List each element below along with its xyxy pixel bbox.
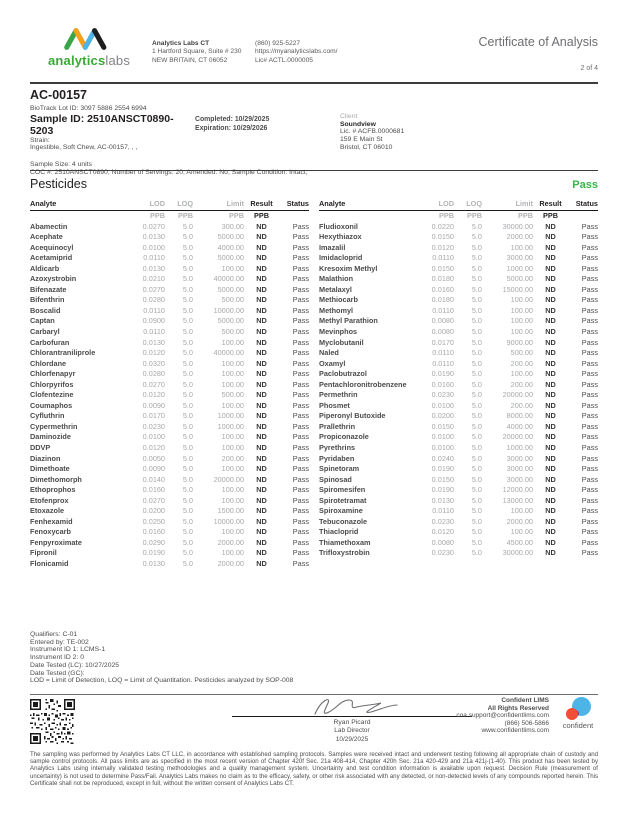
analyte-row: Methomyl 0.0110 5.0 100.00 ND Pass	[319, 305, 598, 315]
analyte-row: Myclobutanil 0.0170 5.0 9000.00 ND Pass	[319, 337, 598, 347]
analyte-row: Spinetoram 0.0190 5.0 3000.00 ND Pass	[319, 464, 598, 474]
analyte-row: Pyrethrins 0.0100 5.0 1000.00 ND Pass	[319, 442, 598, 452]
analyte-row: Piperonyl Butoxide 0.0200 5.0 8000.00 ND Pass	[319, 411, 598, 421]
sample-dates-block	[195, 113, 340, 153]
analyte-row: Malathion 0.0180 5.0 5000.00 ND Pass	[319, 274, 598, 284]
section-divider	[30, 170, 598, 171]
analyte-row: DDVP 0.0120 5.0 100.00 ND Pass	[30, 442, 309, 452]
page-indicator: 2 of 4	[580, 65, 598, 72]
analyte-row: Prallethrin 0.0150 5.0 4000.00 ND Pass	[319, 421, 598, 431]
pesticides-tables	[30, 199, 598, 570]
header-divider	[30, 82, 598, 84]
analyte-row: Chlorpyrifos 0.0270 5.0 100.00 ND Pass	[30, 379, 309, 389]
analyte-row: Naled 0.0110 5.0 500.00 ND Pass	[319, 348, 598, 358]
analyte-row: Carbofuran 0.0130 5.0 100.00 ND Pass	[30, 337, 309, 347]
lab-address-line1: 1 Hartford Square, Suite # 230	[152, 48, 242, 56]
analyte-row: Methiocarb 0.0180 5.0 100.00 ND Pass	[319, 295, 598, 305]
header	[30, 26, 598, 72]
analyte-row: Etoxazole 0.0200 5.0 1500.00 ND Pass	[30, 506, 309, 516]
document-title-block	[479, 26, 599, 72]
entered-by-line: Entered by: TE-002	[30, 638, 89, 646]
analyte-row: Boscalid 0.0110 5.0 10000.00 ND Pass	[30, 305, 309, 315]
analyte-row: Methyl Parathion 0.0080 5.0 100.00 ND Pass	[319, 316, 598, 326]
lims-website: www.confidentlims.com	[481, 727, 549, 734]
analyte-row: Flonicamid 0.0130 5.0 2000.00 ND Pass	[30, 559, 309, 568]
analyte-row: Mevinphos 0.0080 5.0 100.00 ND Pass	[319, 326, 598, 336]
analyte-row: Acequinocyl 0.0100 5.0 4000.00 ND Pass	[30, 242, 309, 252]
confident-logo	[558, 697, 598, 730]
analyte-row: Dimethoate 0.0090 5.0 100.00 ND Pass	[30, 464, 309, 474]
lab-license: Lic# ACTL.0000005	[255, 56, 313, 64]
client-name: Soundview	[340, 121, 376, 128]
analyte-row: Oxamyl 0.0110 5.0 200.00 ND Pass	[319, 358, 598, 368]
table-header: Analyte LOD LOQ Limit Result Status	[319, 199, 598, 211]
date-tested-gc-line: Date Tested (GC):	[30, 669, 85, 677]
document-title: Certificate of Analysis	[478, 35, 598, 49]
lims-block	[456, 697, 598, 735]
analyte-row: Fenoxycarb 0.0160 5.0 100.00 ND Pass	[30, 527, 309, 537]
section-header	[30, 177, 598, 191]
instrument2-line: Instrument ID 2: 0	[30, 654, 85, 662]
lims-rights: All Rights Reserved	[487, 704, 549, 712]
analyte-row: Permethrin 0.0230 5.0 20000.00 ND Pass	[319, 390, 598, 400]
analyte-row: Spiroxamine 0.0110 5.0 100.00 ND Pass	[319, 506, 598, 516]
lab-name: Analytics Labs CT	[152, 40, 210, 47]
section-status-badge: Pass	[572, 179, 598, 191]
analyte-row: Bifenthrin 0.0280 5.0 500.00 ND Pass	[30, 295, 309, 305]
analyte-row: Carbaryl 0.0110 5.0 500.00 ND Pass	[30, 326, 309, 336]
analyte-row: Acetamiprid 0.0110 5.0 5000.00 ND Pass	[30, 253, 309, 263]
analyte-row: Abamectin 0.0270 5.0 300.00 ND Pass	[30, 221, 309, 231]
expiration-date: Expiration: 10/29/2026	[195, 124, 268, 132]
lab-wordmark: analyticslabs	[47, 53, 131, 68]
analyte-row: Spinosad 0.0150 5.0 3000.00 ND Pass	[319, 474, 598, 484]
analyte-row: Spiromesifen 0.0190 5.0 12000.00 ND Pass	[319, 485, 598, 495]
analyte-row: Imidacloprid 0.0110 5.0 3000.00 ND Pass	[319, 253, 598, 263]
disclaimer-text: The sampling was performed by Analytics Labs CT LLC, in accordance with established sampling protocols. Samples were received intact and underwent testing following all appropriate chain of custody and sample control protocols. All pass limits are as specified in the most recent version of Chapter 420f Sec. 21a 408-414, Chapter 420h Sec. 21a 420-429 and 21a 421j-(1-40). This product has been tested by Analytics Labs using internally validated testing methodologies and a quality management system. Uncertainty and test condition information is available upon request. Decision Rule (measurement of uncertainty) is not used to determine Pass/Fail. Analytics Labs makes no claim as to the efficacy, safety, or other risk associated with any detected, or non-detected levels of any compounds reported herein. This Certificate shall not be reproduced, except in full, without the written consent of Analytics Labs CT.	[30, 751, 598, 787]
analyte-row: Thiacloprid 0.0120 5.0 100.00 ND Pass	[319, 527, 598, 537]
analyte-row: Fipronil 0.0190 5.0 100.00 ND Pass	[30, 548, 309, 558]
analyte-row: Spirotetramat 0.0130 5.0 13000.00 ND Pass	[319, 495, 598, 505]
analyte-row: Captan 0.0900 5.0 5000.00 ND Pass	[30, 316, 309, 326]
analyte-row: Acephate 0.0130 5.0 5000.00 ND Pass	[30, 232, 309, 242]
analyte-row: Diazinon 0.0050 5.0 200.00 ND Pass	[30, 453, 309, 463]
client-address-line2: Bristol, CT 06010	[340, 143, 393, 151]
lab-logo	[30, 26, 148, 72]
sample-size: Sample Size: 4 units	[30, 161, 92, 169]
lab-phone: (860) 925-5227	[255, 40, 301, 47]
lab-contact-block	[255, 26, 375, 72]
table-units-row: PPB PPB PPB PPB	[438, 211, 558, 220]
client-address-line1: 159 E Main St	[340, 135, 383, 143]
lab-website: https://myanalyticslabs.com/	[255, 48, 338, 56]
pesticides-table-left	[30, 199, 309, 570]
lims-email: coa.support@confidentlims.com	[456, 712, 549, 719]
biotrack-lot-id: BioTrack Lot ID: 3097 5886 2554 6994	[30, 104, 147, 112]
analyte-row: Kresoxim Methyl 0.0150 5.0 1000.00 ND Pass	[319, 263, 598, 273]
analyte-row: Propiconazole 0.0100 5.0 20000.00 ND Pass	[319, 432, 598, 442]
analyte-row: Fenhexamid 0.0250 5.0 10000.00 ND Pass	[30, 516, 309, 526]
lod-loq-note: LOD = Limit of Detection, LOQ = Limit of Quantitation. Pesticides analyzed by SOP-008	[30, 677, 294, 685]
analyte-row: Azoxystrobin 0.0210 5.0 40000.00 ND Pass	[30, 274, 309, 284]
confident-logo-icon	[565, 697, 591, 721]
analyte-row: Daminozide 0.0100 5.0 100.00 ND Pass	[30, 432, 309, 442]
strain-label: Strain:	[30, 136, 50, 144]
client-label: Client	[340, 112, 358, 120]
analyte-row: Clofentezine 0.0120 5.0 500.00 ND Pass	[30, 390, 309, 400]
sample-id: Sample ID: 2510ANSCT0890-5203	[30, 112, 174, 137]
signature-icon	[297, 694, 407, 718]
client-block	[340, 113, 598, 153]
signer-title: Lab Director	[334, 727, 370, 735]
instrument1-line: Instrument ID 1: LCMS-1	[30, 646, 106, 654]
analyte-row: Ethoprophos 0.0160 5.0 100.00 ND Pass	[30, 485, 309, 495]
date-tested-lc-line: Date Tested (LC): 10/27/2025	[30, 661, 120, 669]
analyte-row: Etofenprox 0.0270 5.0 100.00 ND Pass	[30, 495, 309, 505]
analyte-row: Fludioxonil 0.0220 5.0 30000.00 ND Pass	[319, 221, 598, 231]
table-body-right	[319, 222, 598, 560]
completed-date: Completed: 10/29/2025	[195, 115, 270, 123]
sample-id-block	[30, 113, 195, 153]
analyte-row: Bifenazate 0.0270 5.0 5000.00 ND Pass	[30, 284, 309, 294]
lab-address-block	[152, 26, 252, 72]
confident-logo-text: confident	[562, 721, 594, 730]
analyte-row: Imazalil 0.0120 5.0 100.00 ND Pass	[319, 242, 598, 252]
client-license: Lic. # ACFB.0000681	[340, 128, 405, 135]
analyte-row: Pyridaben 0.0240 5.0 3000.00 ND Pass	[319, 453, 598, 463]
section-title: Pesticides	[30, 177, 87, 191]
signature-line	[232, 716, 472, 717]
analyte-row: Hexythiazox 0.0150 5.0 2000.00 ND Pass	[319, 232, 598, 242]
table-body-left	[30, 222, 309, 570]
table-units-row: PPB PPB PPB PPB	[149, 211, 269, 220]
signer-name: Ryan Picard	[333, 718, 371, 726]
coc-line: COC #: 2510ANSCT0890; Number of Servings: 20; Amended: No; Sample Condition: Intact;	[30, 168, 308, 176]
analyte-row: Chlorfenapyr 0.0280 5.0 100.00 ND Pass	[30, 369, 309, 379]
analyte-row: Thiamethoxam 0.0080 5.0 4500.00 ND Pass	[319, 537, 598, 547]
analyte-row: Chlorantraniliprole 0.0120 5.0 40000.00 ND Pass	[30, 348, 309, 358]
analyte-row: Fenpyroximate 0.0290 5.0 2000.00 ND Pass	[30, 537, 309, 547]
table-header: Analyte LOD LOQ Limit Result Status	[30, 199, 309, 211]
lims-name: Confident LIMS	[501, 697, 549, 704]
analyte-row: Dimethomorph 0.0140 5.0 20000.00 ND Pass	[30, 474, 309, 484]
qualifiers-block	[30, 631, 293, 685]
zigzag-logo-icon	[60, 26, 118, 52]
analyte-row: Pentachloronitrobenzene 0.0160 5.0 200.00 ND Pass	[319, 379, 598, 389]
analyte-row: Tebuconazole 0.0230 5.0 2000.00 ND Pass	[319, 516, 598, 526]
analyte-row: Phosmet 0.0100 5.0 200.00 ND Pass	[319, 400, 598, 410]
qualifiers-line: Qualifiers: C-01	[30, 631, 78, 638]
qr-code	[30, 699, 75, 744]
sample-matrix: Ingestible, Soft Chew, AC-00157, , ,	[30, 144, 138, 152]
analyte-row: Metalaxyl 0.0160 5.0 15000.00 ND Pass	[319, 284, 598, 294]
lab-address-line2: NEW BRITAIN, CT 06052	[152, 56, 228, 64]
analyte-row: Paclobutrazol 0.0190 5.0 100.00 ND Pass	[319, 369, 598, 379]
signature-block	[232, 694, 472, 743]
signature-date: 10/29/2025	[335, 736, 369, 744]
analyte-row: Coumaphos 0.0090 5.0 100.00 ND Pass	[30, 400, 309, 410]
lims-phone: (866) 506-5866	[504, 719, 549, 727]
analyte-row: Chlordane 0.0320 5.0 100.00 ND Pass	[30, 358, 309, 368]
analyte-row: Cypermethrin 0.0230 5.0 1000.00 ND Pass	[30, 421, 309, 431]
analyte-row: Cyfluthrin 0.0170 5.0 1000.00 ND Pass	[30, 411, 309, 421]
sample-info	[30, 88, 598, 177]
pesticides-table-right	[319, 199, 598, 570]
analyte-row: Aldicarb 0.0130 5.0 100.00 ND Pass	[30, 263, 309, 273]
order-id: AC-00157	[30, 88, 87, 102]
analyte-row: Trifloxystrobin 0.0230 5.0 30000.00 ND Pass	[319, 548, 598, 558]
